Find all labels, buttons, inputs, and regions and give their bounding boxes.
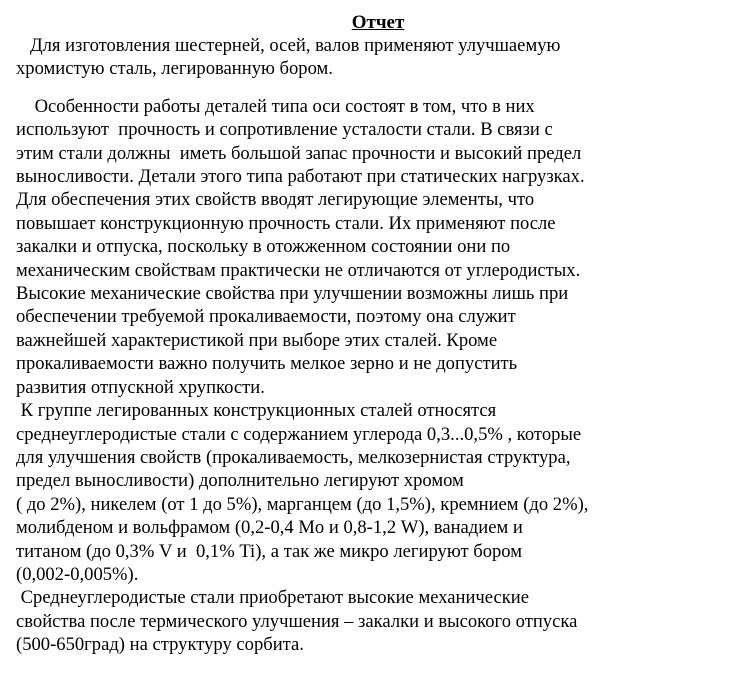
- text-line: среднеуглеродистые стали с содержанием углерода 0,3...0,5% , которые: [16, 423, 582, 445]
- document-page: [16, 12, 716, 657]
- paragraph-1: [16, 34, 716, 81]
- text-line: Для обеспечения этих свойств вводят легирующие элементы, что: [16, 189, 535, 211]
- text-line: Для изготовления шестерней, осей, валов применяют улучшаемую: [16, 35, 561, 56]
- text-line: титаном (до 0,3% V и 0,1% Ti), а так же микро легируют бором: [16, 540, 523, 562]
- text-line: для улучшения свойств (прокаливаемость, мелкозернистая структура,: [16, 446, 571, 468]
- paragraph-2: [16, 95, 716, 657]
- text-line: хромистую сталь, легированную бором.: [16, 58, 333, 80]
- text-line: свойства после термического улучшения – закалки и высокого отпуска: [16, 610, 578, 632]
- text-line: (0,002-0,005%).: [16, 563, 139, 585]
- text-line: Высокие механические свойства при улучшении возможны лишь при: [16, 283, 569, 305]
- text-line: прокаливаемости важно получить мелкое зерно и не допустить: [16, 353, 518, 375]
- text-line: используют прочность и сопротивление усталости стали. В связи с: [16, 119, 553, 141]
- text-line: закалки и отпуска, поскольку в отожженном состоянии они по: [16, 236, 511, 258]
- text-line: выносливости. Детали этого типа работают при статических нагрузках.: [16, 166, 585, 188]
- text-line: важнейшей характеристикой при выборе этих сталей. Кроме: [16, 329, 498, 351]
- text-line: ( до 2%), никелем (от 1 до 5%), марганцем (до 1,5%), кремнием (до 2%),: [16, 493, 589, 515]
- text-line: К группе легированных конструкционных сталей относятся: [16, 400, 497, 422]
- text-line: Особенности работы деталей типа оси состоят в том, что в них: [16, 95, 535, 117]
- text-line: механическим свойствам практически не отличаются от углеродистых.: [16, 259, 581, 281]
- text-line: обеспечении требуемой прокаливаемости, поэтому она служит: [16, 306, 516, 328]
- text-line: повышает конструкционную прочность стали. Их применяют после: [16, 212, 556, 234]
- text-line: Среднеуглеродистые стали приобретают высокие механические: [16, 587, 529, 609]
- text-line: молибденом и вольфрамом (0,2-0,4 Mo и 0,8-1,2 W), ванадием и: [16, 517, 523, 539]
- text-line: предел выносливости) дополнительно легируют хромом: [16, 470, 464, 492]
- text-line: (500-650град) на структуру сорбита.: [16, 634, 304, 656]
- text-line: развития отпускной хрупкости.: [16, 376, 265, 398]
- document-title: Отчет: [351, 12, 405, 33]
- paragraph-gap: [16, 81, 716, 95]
- text-line: этим стали должны иметь большой запас прочности и высокий предел: [16, 142, 582, 164]
